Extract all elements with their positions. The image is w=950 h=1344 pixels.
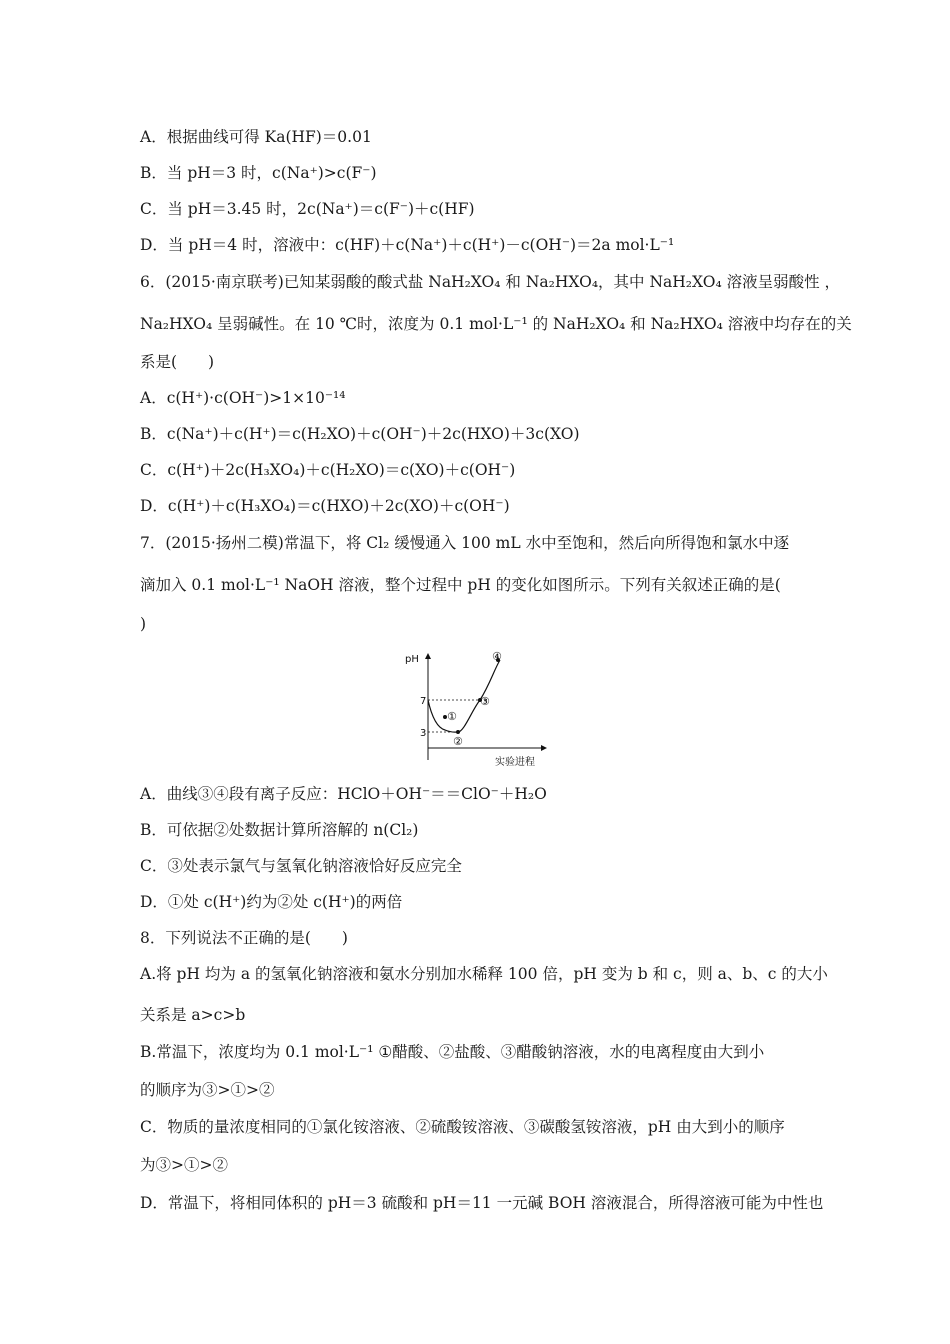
q7-stem-line-2: 滴加入 0.1 mol·L⁻¹ NaOH 溶液，整个过程中 pH 的变化如图所示。下列有关叙述正确的是( [140,576,781,594]
q6-option-c: C．c(H⁺)＋2c(H₃XO₄)＋c(H₂XO)＝c(XO)＋c(OH⁻) [140,461,516,479]
q7-option-b: B．可依据②处数据计算所溶解的 n(Cl₂) [140,821,419,839]
mark-4: ④ [492,650,502,663]
q5-option-b: B．当 pH＝3 时，c(Na⁺)>c(F⁻) [140,164,377,182]
q6-option-a: A．c(H⁺)·c(OH⁻)>1×10⁻¹⁴ [140,389,346,407]
q6-stem-line-2: Na₂HXO₄ 呈弱碱性。在 10 ℃时，浓度为 0.1 mol·L⁻¹ 的 NaH₂XO₄ 和 Na₂HXO₄ 溶液中均存在的关 [140,315,852,333]
tick-7-label: 7 [420,696,427,707]
mark-3: ③ [480,695,490,708]
tick-3-label: 3 [420,728,427,739]
q8-option-b-line-1: B.常温下，浓度均为 0.1 mol·L⁻¹ ①醋酸、②盐酸、③醋酸钠溶液，水的电离程度由大到小 [140,1043,765,1061]
q7-option-c: C．③处表示氯气与氢氧化钠溶液恰好反应完全 [140,857,462,875]
q8-option-a-line-1: A.将 pH 均为 a 的氢氧化钠溶液和氨水分别加水稀释 100 倍，pH 变为 b 和 c，则 a、b、c 的大小 [140,965,828,983]
q8-stem: 8．下列说法不正确的是( ) [140,929,348,947]
ph-curve-figure [400,648,550,770]
q7-stem-line-1: 7．(2015·扬州二模)常温下，将 Cl₂ 缓慢通入 100 mL 水中至饱和，然后向所得饱和氯水中逐 [140,534,790,552]
mark-2: ② [453,735,463,748]
q8-option-c-line-2: 为③>①>② [140,1156,228,1174]
q7-stem-line-3: ) [140,615,147,633]
y-axis-label: pH [405,654,419,665]
q7-option-a: A．曲线③④段有离子反应：HClO＋OH⁻＝＝ClO⁻＋H₂O [140,785,547,803]
q6-option-b: B．c(Na⁺)＋c(H⁺)＝c(H₂XO)＋c(OH⁻)＋2c(HXO)＋3c(XO) [140,425,580,443]
q5-option-c: C．当 pH＝3.45 时，2c(Na⁺)＝c(F⁻)＋c(HF) [140,200,475,218]
q6-stem-line-1: 6．(2015·南京联考)已知某弱酸的酸式盐 NaH₂XO₄ 和 Na₂HXO₄，其中 NaH₂XO₄ 溶液呈弱酸性 ， [140,273,841,291]
point-2 [456,730,460,734]
x-axis-label: 实验进程 [495,757,535,768]
q8-option-b-line-2: 的顺序为③>①>② [140,1081,275,1099]
ph-curve-svg [400,648,550,770]
q8-option-c-line-1: C．物质的量浓度相同的①氯化铵溶液、②硫酸铵溶液、③碳酸氢铵溶液，pH 由大到小的顺序 [140,1118,785,1136]
q7-option-d: D．①处 c(H⁺)约为②处 c(H⁺)的两倍 [140,893,403,911]
q8-option-d-line-1: D．常温下，将相同体积的 pH＝3 硫酸和 pH＝11 一元碱 BOH 溶液混合，所得溶液可能为中性也 [140,1194,824,1212]
q8-option-a-line-2: 关系是 a>c>b [140,1006,246,1024]
q5-option-a: A．根据曲线可得 Ka(HF)＝0.01 [140,128,372,146]
q6-stem-line-3: 系是( ) [140,353,215,371]
q5-option-d: D．当 pH＝4 时，溶液中：c(HF)＋c(Na⁺)＋c(H⁺)－c(OH⁻)＝2a mol·L⁻¹ [140,236,675,254]
mark-1: ① [447,710,457,723]
q6-option-d: D．c(H⁺)＋c(H₃XO₄)＝c(HXO)＋2c(XO)＋c(OH⁻) [140,497,510,515]
